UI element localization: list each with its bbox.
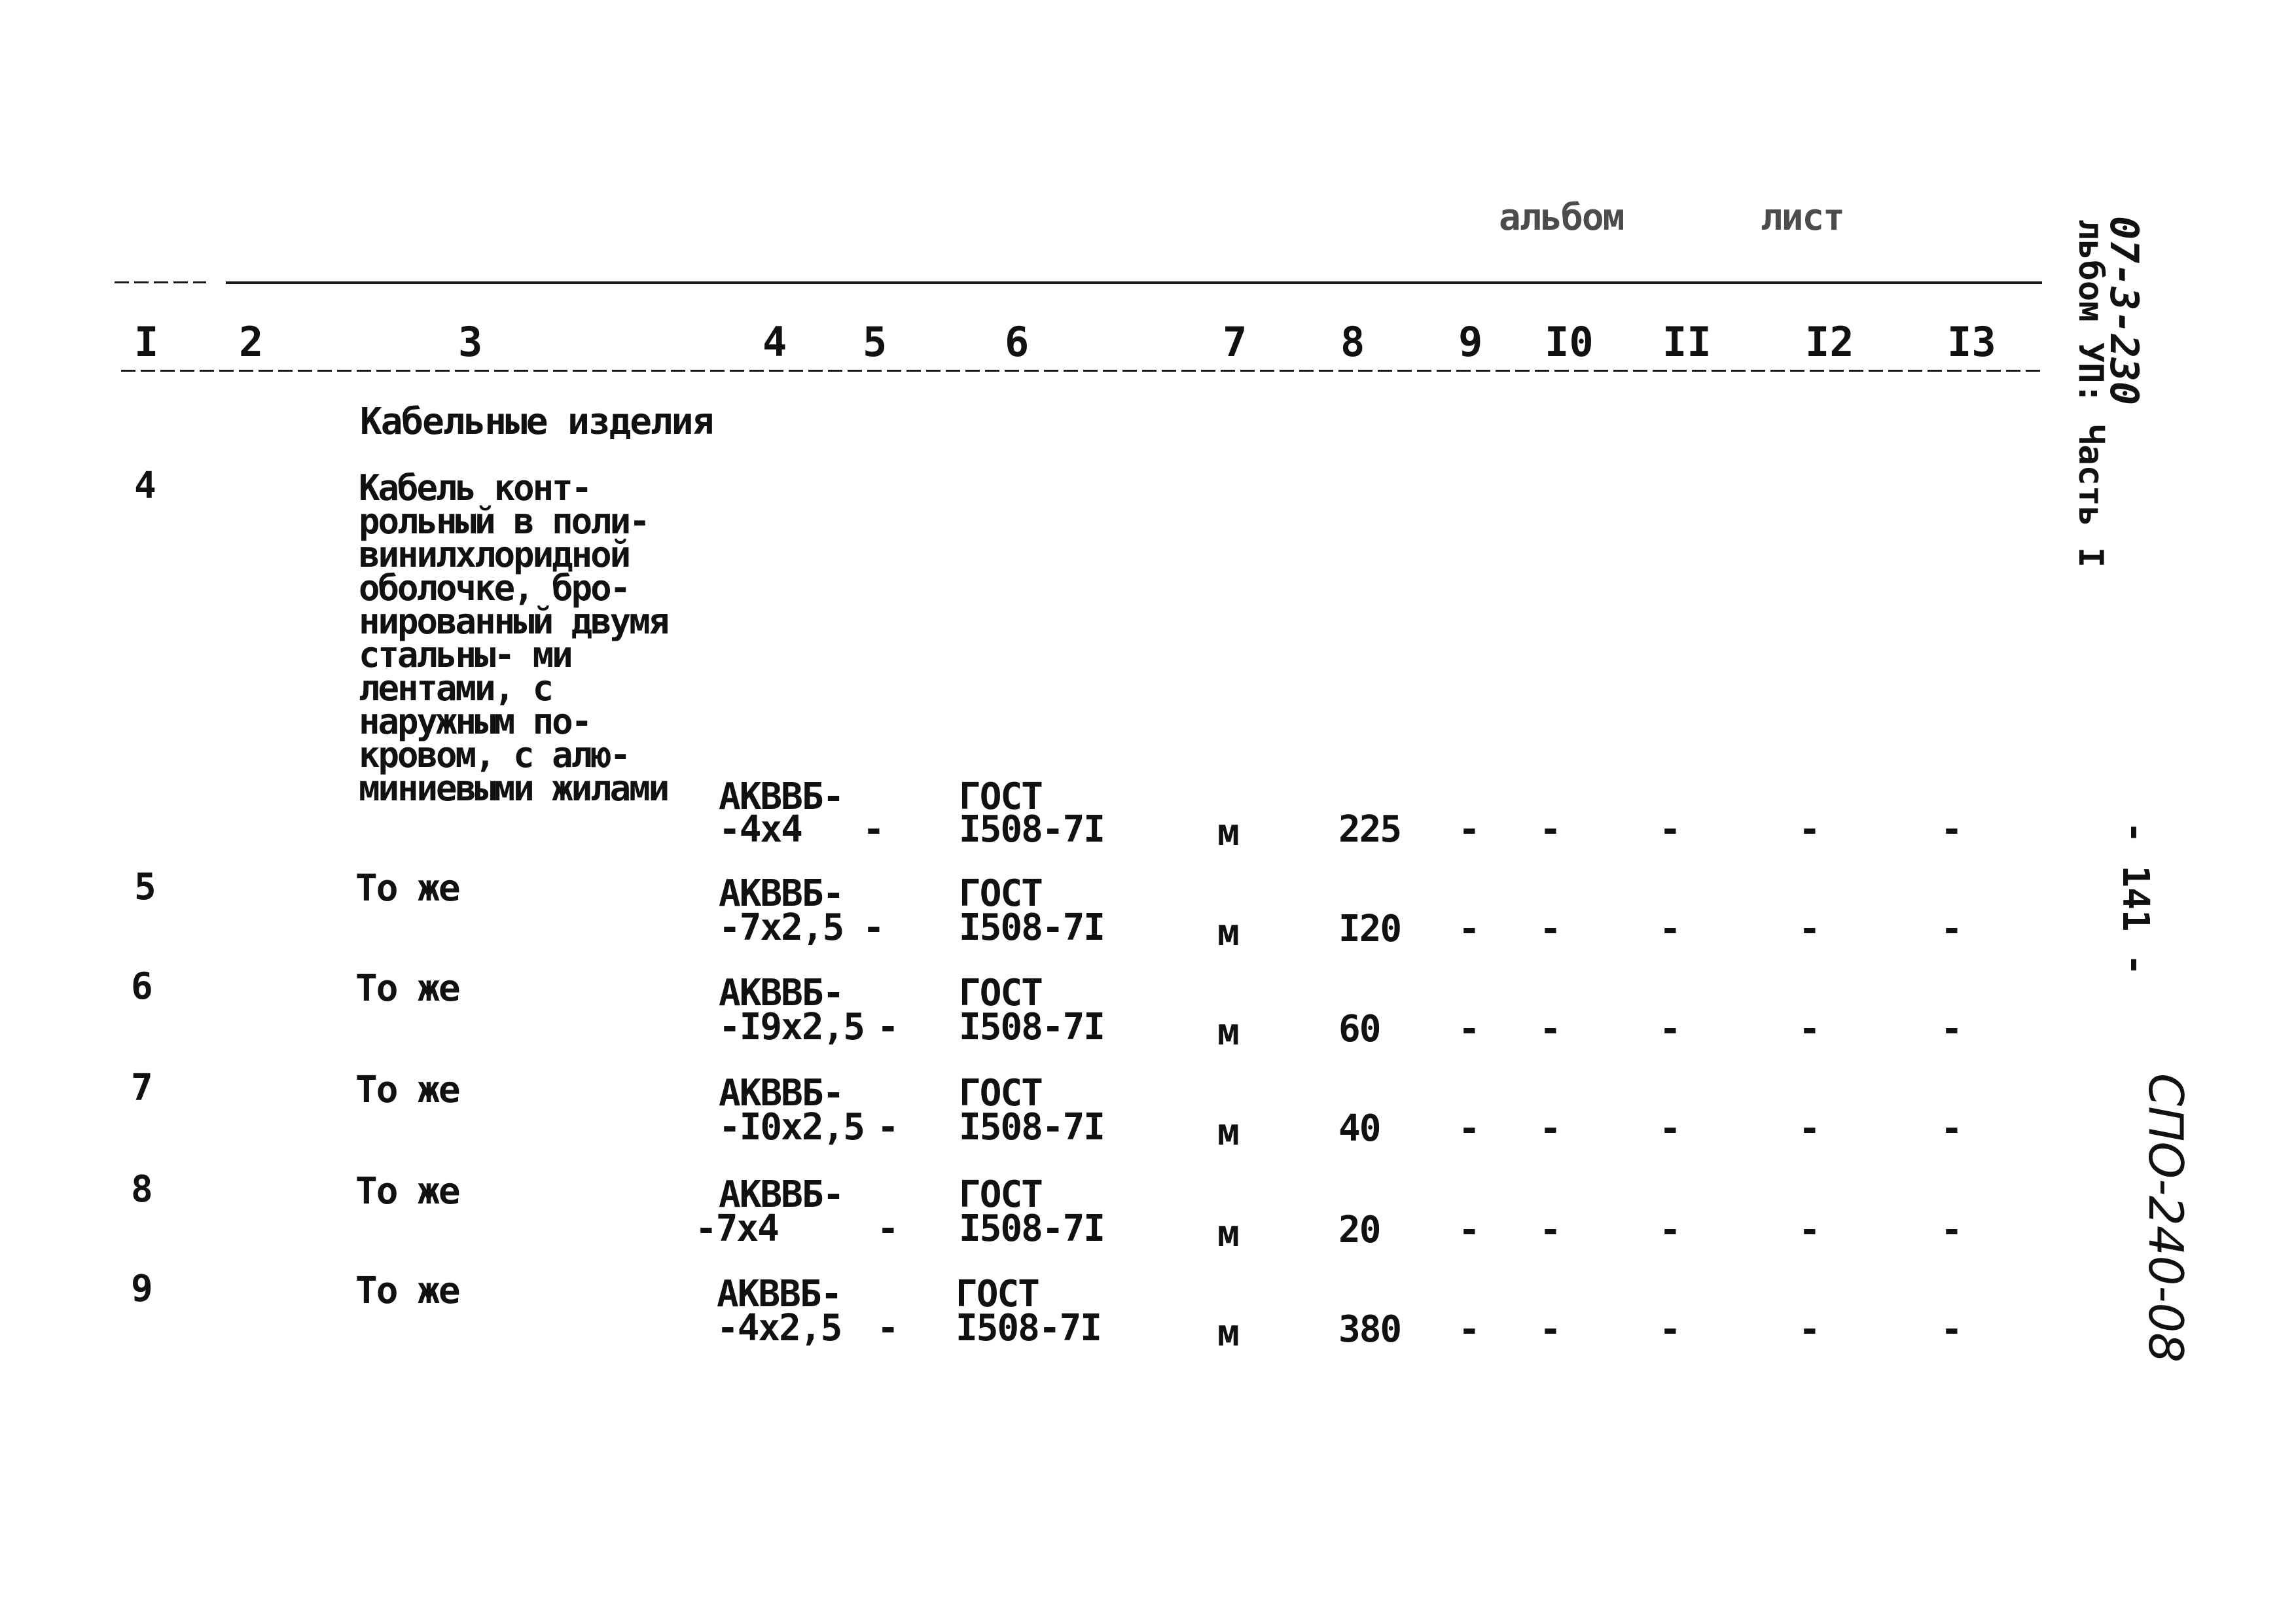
col-header-13: I3	[1947, 318, 1996, 366]
col9-value: -	[1458, 1308, 1480, 1351]
standard-line2: I508-7I	[959, 1207, 1105, 1250]
col-header-4: 4	[762, 318, 787, 366]
col-header-10: I0	[1545, 318, 1594, 366]
unit: м	[1217, 1213, 1238, 1255]
col13-value: -	[1941, 1308, 1963, 1351]
cable-mark-line2: -4х4	[719, 808, 802, 851]
col5-value: -	[863, 906, 884, 949]
unit: м	[1217, 1011, 1238, 1054]
col10-value: -	[1539, 1008, 1562, 1050]
col-header-6: 6	[1005, 318, 1030, 366]
cable-mark-line1: АКВВБ-	[717, 1273, 842, 1315]
header-partial-right: лист	[1761, 196, 1844, 239]
row-number: 5	[134, 866, 155, 908]
col5-value: -	[863, 808, 884, 851]
col11-value: -	[1659, 1209, 1681, 1251]
side-album-label: льбом УП: Часть I	[2071, 219, 2110, 568]
item-description: То же	[355, 1069, 459, 1111]
top-rule	[226, 281, 2042, 284]
cable-mark-line2: -4х2,5	[717, 1307, 842, 1349]
col12-value: -	[1799, 1008, 1821, 1050]
unit: м	[1217, 1312, 1238, 1355]
col-header-11: II	[1662, 318, 1712, 366]
col-header-8: 8	[1340, 318, 1365, 366]
top-rule-segment	[115, 281, 206, 283]
item-description: То же	[355, 967, 459, 1010]
row-number: 7	[131, 1067, 152, 1109]
col9-value: -	[1458, 1209, 1480, 1251]
standard-line2: I508-7I	[956, 1307, 1102, 1349]
standard-line2: I508-7I	[959, 906, 1105, 949]
row-number: 4	[134, 465, 155, 507]
col-header-3: 3	[458, 318, 483, 366]
standard-line1: ГОСТ	[959, 1173, 1042, 1216]
standard-line1: ГОСТ	[959, 1072, 1042, 1115]
standard-line1: ГОСТ	[959, 872, 1042, 915]
col5-value: -	[877, 1106, 898, 1149]
cable-mark-line2: -I0х2,5	[719, 1106, 865, 1149]
col5-value: -	[877, 1307, 898, 1349]
col11-value: -	[1659, 1107, 1681, 1150]
col9-value: -	[1458, 1107, 1480, 1150]
standard-line1: ГОСТ	[959, 776, 1042, 818]
col13-value: -	[1941, 1107, 1963, 1150]
col-header-1: I	[134, 318, 159, 366]
quantity: 60	[1338, 1008, 1380, 1050]
standard-line2: I508-7I	[959, 1006, 1105, 1048]
col11-value: -	[1659, 908, 1681, 950]
item-description: То же	[355, 1170, 459, 1213]
col13-value: -	[1941, 808, 1963, 851]
standard-line1: ГОСТ	[956, 1273, 1039, 1315]
page-number: - 141 -	[2114, 821, 2157, 976]
quantity: I20	[1338, 908, 1401, 950]
col10-value: -	[1539, 1209, 1562, 1251]
cable-mark-line1: АКВВБ-	[719, 776, 844, 818]
unit: м	[1217, 812, 1238, 854]
col11-value: -	[1659, 1008, 1681, 1050]
unit: м	[1217, 912, 1238, 954]
cable-mark-line1: АКВВБ-	[719, 872, 844, 915]
header-partial-left: альбом	[1499, 196, 1624, 239]
row-number: 6	[131, 965, 152, 1008]
row-number: 9	[131, 1268, 152, 1310]
col-header-5: 5	[863, 318, 888, 366]
side-code: 07-3-230	[2101, 216, 2147, 405]
col10-value: -	[1539, 1308, 1562, 1351]
col5-value: -	[877, 1207, 898, 1250]
quantity: 380	[1338, 1308, 1401, 1351]
col-header-7: 7	[1223, 318, 1247, 366]
col11-value: -	[1659, 808, 1681, 851]
col-header-2: 2	[239, 318, 264, 366]
cable-mark-line1: АКВВБ-	[719, 1173, 844, 1216]
col12-value: -	[1799, 1308, 1821, 1351]
cable-mark-line2: -I9х2,5	[719, 1006, 865, 1048]
standard-line2: I508-7I	[959, 1106, 1105, 1149]
header-bottom-rule	[121, 370, 2042, 372]
col9-value: -	[1458, 1008, 1480, 1050]
handwritten-stamp: СПО-240-08	[2138, 1073, 2193, 1363]
cable-mark-line2: -7х4	[695, 1207, 778, 1250]
col10-value: -	[1539, 808, 1562, 851]
cable-mark-line2: -7х2,5	[719, 906, 844, 949]
standard-line2: I508-7I	[959, 808, 1105, 851]
cable-mark-line1: АКВВБ-	[719, 1072, 844, 1115]
col12-value: -	[1799, 808, 1821, 851]
item-description: Кабель конт- рольный в поли- винилхлоридной оболочке, бро- нированный двумя стальны- ми лентами, с наружным по- кровом, с алю- миниевыми жилами	[359, 467, 668, 809]
col9-value: -	[1458, 908, 1480, 950]
cable-mark-line1: АКВВБ-	[719, 972, 844, 1014]
quantity: 20	[1338, 1209, 1380, 1251]
col13-value: -	[1941, 1008, 1963, 1050]
quantity: 40	[1338, 1107, 1380, 1150]
item-description: То же	[355, 867, 459, 910]
col-header-9: 9	[1458, 318, 1483, 366]
standard-line1: ГОСТ	[959, 972, 1042, 1014]
unit: м	[1217, 1111, 1238, 1154]
col13-value: -	[1941, 908, 1963, 950]
row-number: 8	[131, 1168, 152, 1211]
section-title: Кабельные изделия	[360, 401, 713, 443]
col13-value: -	[1941, 1209, 1963, 1251]
col9-value: -	[1458, 808, 1480, 851]
col12-value: -	[1799, 908, 1821, 950]
col5-value: -	[877, 1006, 898, 1048]
col10-value: -	[1539, 1107, 1562, 1150]
col10-value: -	[1539, 908, 1562, 950]
col11-value: -	[1659, 1308, 1681, 1351]
col12-value: -	[1799, 1107, 1821, 1150]
col12-value: -	[1799, 1209, 1821, 1251]
quantity: 225	[1338, 808, 1401, 851]
col-header-12: I2	[1805, 318, 1854, 366]
item-description: То же	[355, 1270, 459, 1312]
